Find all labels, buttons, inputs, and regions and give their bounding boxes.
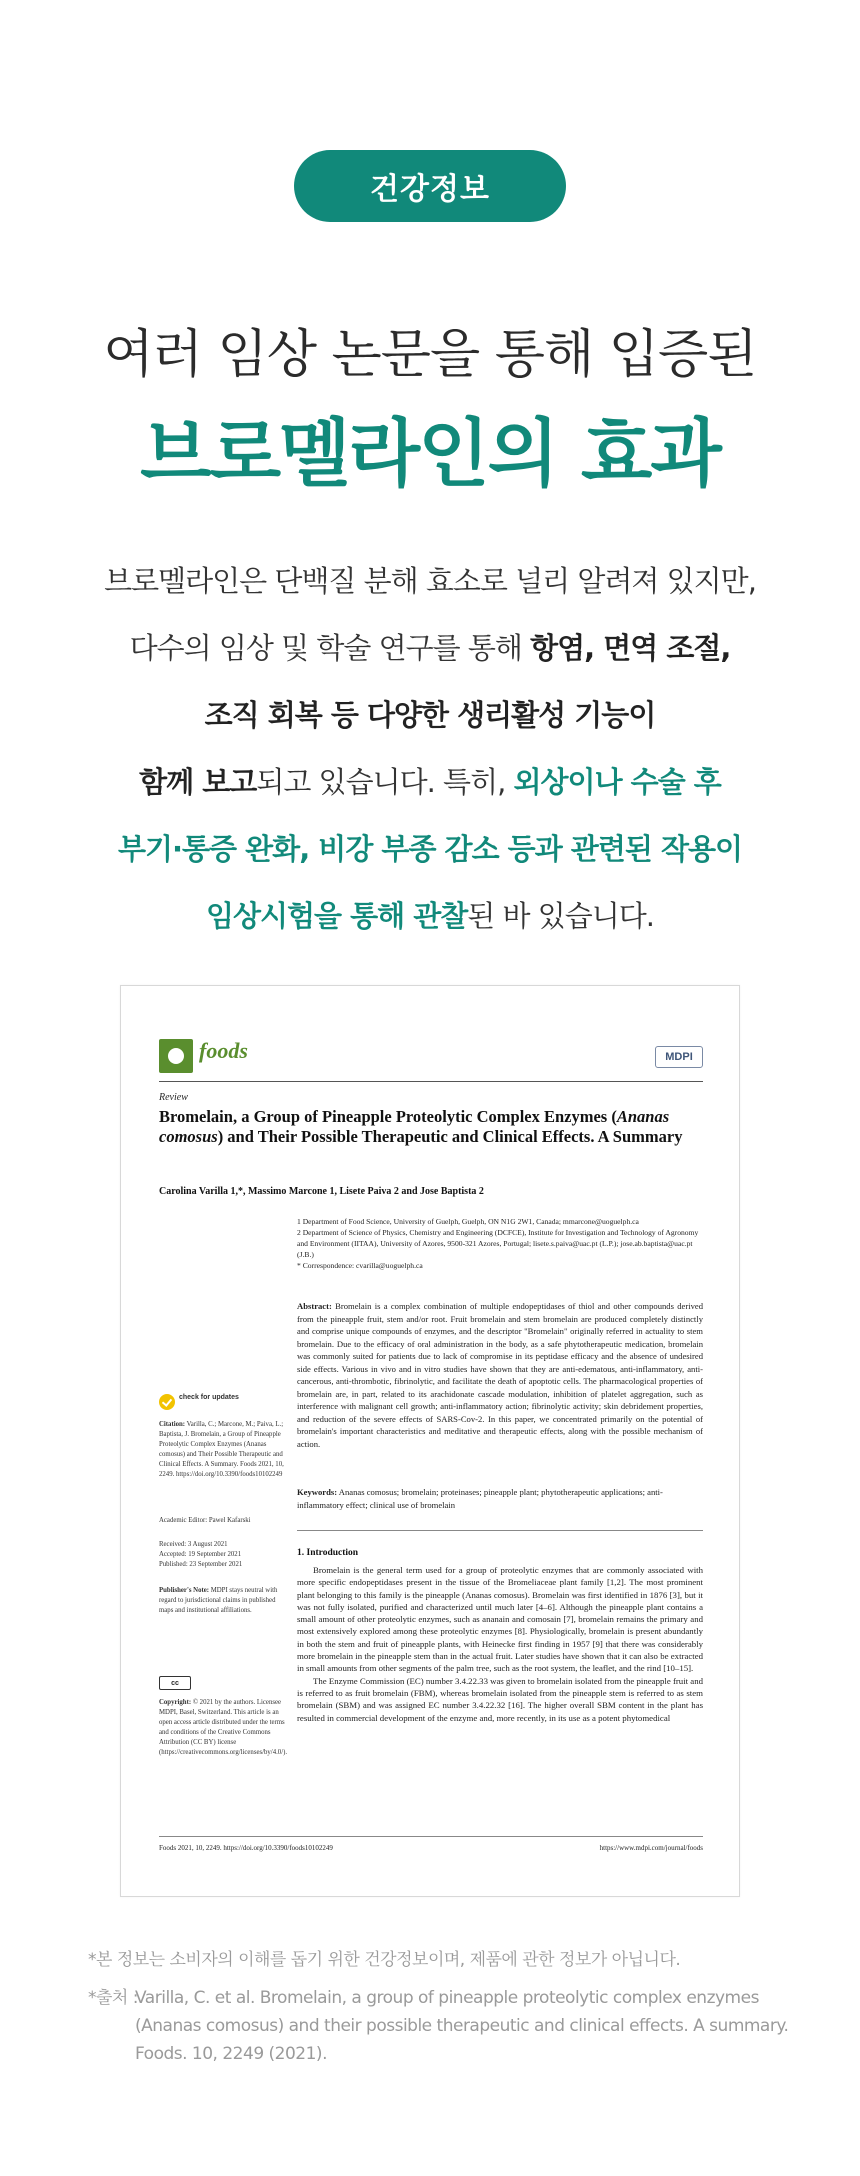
body-text-plain: 다수의 임상 및 학술 연구를 통해	[129, 631, 531, 665]
footer-citation: Foods 2021, 10, 2249. https://doi.org/10.3390/foods10102249	[159, 1844, 333, 1852]
cc-license-icon: cc	[159, 1676, 191, 1690]
affiliation-2: 2 Department of Science of Physics, Chemistry and Engineering (DCFCE), Institute for Investigation and Technology of Agronomy and Environment (IITAA), University of Azores, 9500-321 Azores, Portugal; lisete.s.paiva@uac.pt (L.P.); jose.ab.baptista@uac.pt (J.B.)	[297, 1228, 699, 1259]
body-text-plain: 되고 있습니다. 특히,	[256, 765, 514, 799]
affiliations	[297, 1216, 703, 1271]
body-line-5: 부기·통증 완화, 비강 부종 감소 등과 관련된 작용이	[118, 832, 742, 866]
body-text-highlight: 외상이나 수술 후	[513, 765, 721, 799]
paper-authors: Carolina Varilla 1,*, Massimo Marcone 1, Lisete Paiva 2 and Jose Baptista 2	[159, 1186, 484, 1197]
source-line-1: Varilla, C. et al. Bromelain, a group of pineapple proteolytic complex enzymes	[135, 1988, 759, 2008]
dates-block	[159, 1540, 285, 1570]
headline-line-1: 여러 임상 논문을 통해 입증된	[103, 325, 757, 385]
body-text-bold: 항염, 면역 조절,	[530, 631, 731, 665]
publisher-note: Publisher's Note: MDPI stays neutral with regard to jurisdictional claims in published maps and institutional affiliations.	[159, 1587, 278, 1614]
journal-name: foods	[199, 1038, 248, 1063]
check-updates-icon	[159, 1394, 175, 1410]
intro-paragraph-1: Bromelain is the general term used for a group of proteolytic enzymes that are commonly associated with more specific endopeptidases present in the tissue of the Bromeliaceae plant family [1,2]. The most prominent plant belonging to this family is the pineapple (Ananas comosus). Bromelain was first identified in 1876 [3], but it was not fully isolated, purified and characterized until much later [4–6]. Although the pineapple plant contains a small amount of other proteolytic enzymes, such as ananain and comosain [7], bromelain remains the primary and most extensively explored among these proteolytic enzymes [8]. Physiologically, bromelain is present abundantly in both the stem and fruit of pineapple plants, with Heinecke first finding in 1957 [9] that there was considerably more bromelain in the pineapple stem than in the actual fruit. Later studies have shown that it can also be extracted in small amounts from other segments of the palm tree, such as the root system, the leaflet, and the rind [10–15].	[297, 1565, 703, 1674]
paper-title: Bromelain, a Group of Pineapple Proteolytic Complex Enzymes (Ananas comosus) and Their Possible Therapeutic and Clinical Effects. A Summary	[159, 1107, 683, 1146]
academic-editor: Academic Editor: Pawel Kafarski	[159, 1517, 251, 1524]
abstract: Abstract: Bromelain is a complex combination of multiple endopeptidases of thiol and other compounds derived from the pineapple fruit, stem and/or root. Fruit bromelain and stem bromelain are produced completely distinctly and comprise unique compounds of enzymes, and the descriptor "Bromelain" originally referred in actuality to stem bromelain. Due to the efficacy of oral administration in the body, as a safe phytotherapeutic medication, bromelain was commonly suited for patients due to lack of compromise in its peptidase efficacy and the absence of undesired side effects. Various in vivo and in vitro studies have shown that they are anti-edematous, anti-inflammatory, anti-cancerous, anti-thrombotic, fibrinolytic, and facilitate the death of apoptotic cells. The pharmacological properties of bromelain are, in part, related to its arachidonate cascade modulation, inhibition of platelet aggregation, such as interference with malignant cell growth; anti-inflammatory action; fibrinolytic activity; skin debridement properties, and reduction of the severe effects of SARS-Cov-2. In this paper, we concentrated primarily on the potential of bromelain's important characteristics and meditative and therapeutic effects, along with the possible mechanism of action.	[297, 1301, 703, 1449]
category-badge: 건강정보	[294, 150, 566, 222]
headline-line-2: 브로멜라인의 효과	[140, 411, 720, 497]
mdpi-logo: MDPI	[655, 1046, 703, 1068]
body-paragraph	[40, 548, 820, 950]
intro-heading: 1. Introduction	[297, 1548, 359, 1558]
accepted-date: Accepted: 19 September 2021	[159, 1551, 242, 1558]
body-text-bold: 함께 보고	[139, 765, 257, 799]
body-line-1: 브로멜라인은 단백질 분해 효소로 널리 알려져 있지만,	[104, 564, 756, 598]
check-updates-label: check for updates	[179, 1394, 239, 1401]
header-rule	[159, 1081, 703, 1082]
keywords-rule	[297, 1530, 703, 1531]
article-type: Review	[159, 1092, 188, 1103]
intro-paragraph-2: The Enzyme Commission (EC) number 3.4.22.33 was given to bromelain isolated from the pineapple fruit and is referred to as fruit bromelain (FBM), whereas bromelain isolated from the pineapple stem is referred to as stem bromelain (SBM) and was assigned EC number 3.4.22.32 [16]. The higher overall SBM content in the plant has resulted in commercial development of the enzyme and, more recently, in its use as a potent phytomedical	[297, 1675, 703, 1723]
disclaimer-note: *본 정보는 소비자의 이해를 돕기 위한 건강정보이며, 제품에 관한 정보가 아닙니다.	[88, 1950, 681, 1970]
received-date: Received: 3 August 2021	[159, 1541, 228, 1548]
correspondence: * Correspondence: cvarilla@uoguelph.ca	[297, 1261, 423, 1270]
body-line-2	[40, 615, 820, 682]
paper-image	[120, 985, 740, 1897]
body-line-4	[40, 749, 820, 816]
published-date: Published: 23 September 2021	[159, 1561, 243, 1568]
source-line-2: (Ananas comosus) and their possible therapeutic and clinical effects. A summary.	[135, 2016, 789, 2036]
source-label: *출처 :	[88, 1988, 138, 2008]
body-line-6	[40, 883, 820, 950]
citation-block: Citation: Varilla, C.; Marcone, M.; Paiva, L.; Baptista, J. Bromelain, a Group of Pineapple Proteolytic Complex Enzymes (Ananas comosus) and Their Possible Therapeutic and Clinical Effects. A Summary. Foods 2021, 10, 2249. https://doi.org/10.3390/foods10102249	[159, 1421, 284, 1478]
body-text-plain: 된 바 있습니다.	[467, 899, 655, 933]
intro-text	[297, 1564, 703, 1724]
footer-url: https://www.mdpi.com/journal/foods	[599, 1844, 703, 1852]
source-line-3: Foods. 10, 2249 (2021).	[135, 2044, 327, 2064]
footer-rule	[159, 1836, 703, 1837]
affiliation-1: 1 Department of Food Science, University of Guelph, Guelph, ON N1G 2W1, Canada; mmarcone@uoguelph.ca	[297, 1217, 639, 1226]
body-line-3: 조직 회복 등 다양한 생리활성 기능이	[204, 698, 656, 732]
foods-logo-icon	[159, 1039, 193, 1073]
body-text-highlight: 임상시험을 통해 관찰	[205, 899, 468, 933]
keywords: Keywords: Ananas comosus; bromelain; proteinases; pineapple plant; phytotherapeutic applications; anti-inflammatory effect; clinical use of bromelain	[297, 1487, 663, 1510]
copyright-block: Copyright: © 2021 by the authors. Licensee MDPI, Basel, Switzerland. This article is an open access article distributed under the terms and conditions of the Creative Commons Attribution (CC BY) license (https://creativecommons.org/licenses/by/4.0/).	[159, 1699, 288, 1756]
